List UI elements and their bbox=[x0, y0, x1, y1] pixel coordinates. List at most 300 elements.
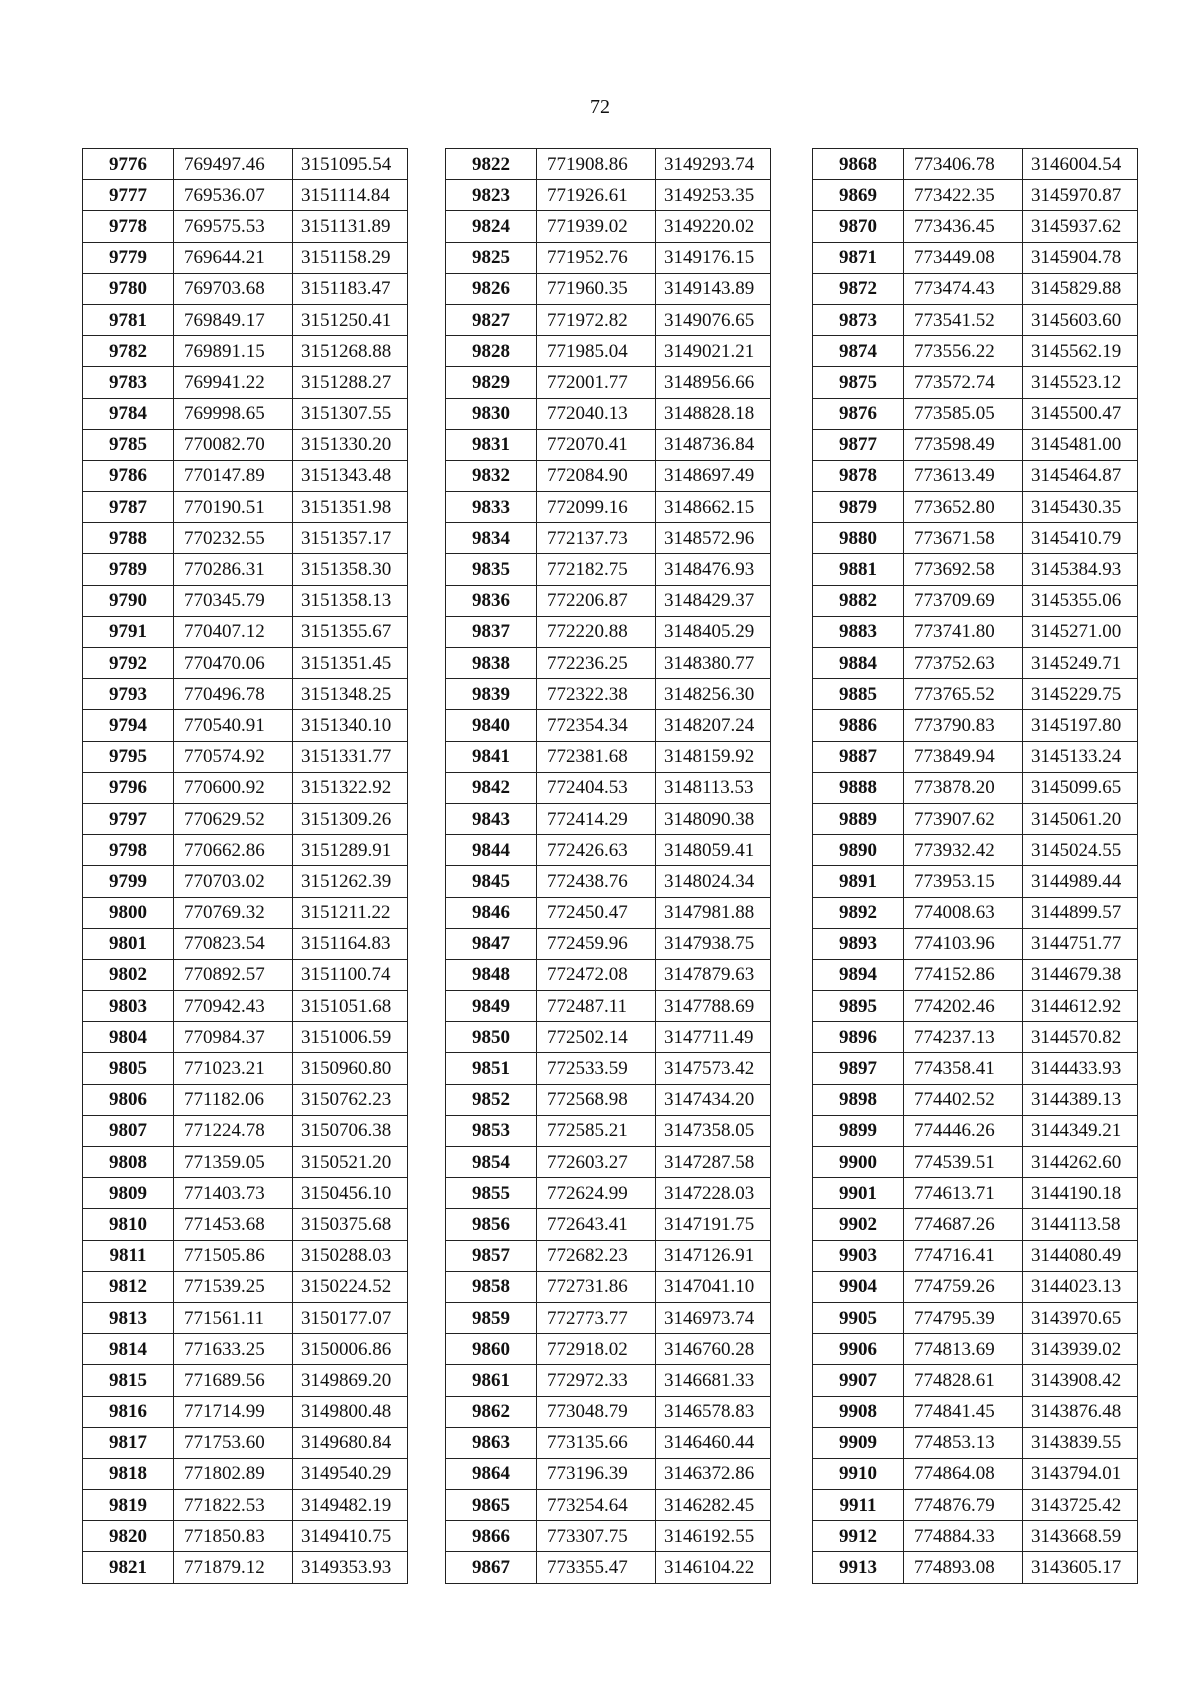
table-row bbox=[446, 897, 771, 928]
table-row bbox=[813, 1147, 1138, 1178]
x-coordinate-cell: 772381.68 bbox=[537, 741, 656, 772]
y-coordinate-cell: 3151331.77 bbox=[293, 741, 408, 772]
x-coordinate-cell: 774202.46 bbox=[904, 991, 1023, 1022]
x-coordinate-cell: 774795.39 bbox=[904, 1302, 1023, 1333]
x-coordinate-cell: 773449.08 bbox=[904, 242, 1023, 273]
point-id-cell: 9816 bbox=[83, 1396, 174, 1427]
table-row bbox=[83, 710, 408, 741]
point-id-cell: 9849 bbox=[446, 991, 537, 1022]
y-coordinate-cell: 3147879.63 bbox=[656, 959, 771, 990]
table-row bbox=[813, 149, 1138, 180]
y-coordinate-cell: 3147981.88 bbox=[656, 897, 771, 928]
table-row bbox=[813, 585, 1138, 616]
table-row bbox=[83, 991, 408, 1022]
x-coordinate-cell: 773572.74 bbox=[904, 367, 1023, 398]
table-row bbox=[83, 585, 408, 616]
table-row bbox=[813, 1053, 1138, 1084]
y-coordinate-cell: 3151358.13 bbox=[293, 585, 408, 616]
x-coordinate-cell: 772206.87 bbox=[537, 585, 656, 616]
point-id-cell: 9851 bbox=[446, 1053, 537, 1084]
table-row bbox=[446, 273, 771, 304]
table-row bbox=[83, 803, 408, 834]
x-coordinate-cell: 773790.83 bbox=[904, 710, 1023, 741]
y-coordinate-cell: 3144349.21 bbox=[1023, 1115, 1138, 1146]
x-coordinate-cell: 774813.69 bbox=[904, 1334, 1023, 1365]
y-coordinate-cell: 3151211.22 bbox=[293, 897, 408, 928]
x-coordinate-cell: 772414.29 bbox=[537, 803, 656, 834]
y-coordinate-cell: 3151322.92 bbox=[293, 772, 408, 803]
x-coordinate-cell: 773741.80 bbox=[904, 616, 1023, 647]
coordinate-table-3 bbox=[812, 148, 1138, 1584]
y-coordinate-cell: 3151309.26 bbox=[293, 803, 408, 834]
table-row bbox=[813, 1490, 1138, 1521]
table-row bbox=[446, 1240, 771, 1271]
point-id-cell: 9890 bbox=[813, 835, 904, 866]
y-coordinate-cell: 3150706.38 bbox=[293, 1115, 408, 1146]
x-coordinate-cell: 770984.37 bbox=[174, 1022, 293, 1053]
y-coordinate-cell: 3148956.66 bbox=[656, 367, 771, 398]
y-coordinate-cell: 3151351.98 bbox=[293, 492, 408, 523]
table-row bbox=[446, 304, 771, 335]
table-row bbox=[813, 803, 1138, 834]
x-coordinate-cell: 772624.99 bbox=[537, 1178, 656, 1209]
point-id-cell: 9784 bbox=[83, 398, 174, 429]
table-row bbox=[446, 866, 771, 897]
x-coordinate-cell: 774716.41 bbox=[904, 1240, 1023, 1271]
x-coordinate-cell: 770407.12 bbox=[174, 616, 293, 647]
point-id-cell: 9859 bbox=[446, 1302, 537, 1333]
point-id-cell: 9837 bbox=[446, 616, 537, 647]
y-coordinate-cell: 3149680.84 bbox=[293, 1427, 408, 1458]
y-coordinate-cell: 3149021.21 bbox=[656, 336, 771, 367]
y-coordinate-cell: 3148024.34 bbox=[656, 866, 771, 897]
point-id-cell: 9871 bbox=[813, 242, 904, 273]
x-coordinate-cell: 774853.13 bbox=[904, 1427, 1023, 1458]
point-id-cell: 9903 bbox=[813, 1240, 904, 1271]
x-coordinate-cell: 771453.68 bbox=[174, 1209, 293, 1240]
y-coordinate-cell: 3151095.54 bbox=[293, 149, 408, 180]
table-row bbox=[83, 1490, 408, 1521]
table-row bbox=[83, 1178, 408, 1209]
point-id-cell: 9883 bbox=[813, 616, 904, 647]
x-coordinate-cell: 772972.33 bbox=[537, 1365, 656, 1396]
x-coordinate-cell: 773585.05 bbox=[904, 398, 1023, 429]
x-coordinate-cell: 769644.21 bbox=[174, 242, 293, 273]
table-row bbox=[446, 741, 771, 772]
y-coordinate-cell: 3148476.93 bbox=[656, 554, 771, 585]
x-coordinate-cell: 770769.32 bbox=[174, 897, 293, 928]
table-row bbox=[813, 616, 1138, 647]
y-coordinate-cell: 3146973.74 bbox=[656, 1302, 771, 1333]
x-coordinate-cell: 773752.63 bbox=[904, 648, 1023, 679]
table-row bbox=[446, 523, 771, 554]
y-coordinate-cell: 3151006.59 bbox=[293, 1022, 408, 1053]
y-coordinate-cell: 3151051.68 bbox=[293, 991, 408, 1022]
y-coordinate-cell: 3145197.80 bbox=[1023, 710, 1138, 741]
y-coordinate-cell: 3147788.69 bbox=[656, 991, 771, 1022]
point-id-cell: 9847 bbox=[446, 928, 537, 959]
y-coordinate-cell: 3144570.82 bbox=[1023, 1022, 1138, 1053]
y-coordinate-cell: 3148256.30 bbox=[656, 679, 771, 710]
point-id-cell: 9828 bbox=[446, 336, 537, 367]
point-id-cell: 9796 bbox=[83, 772, 174, 803]
table-row bbox=[83, 1302, 408, 1333]
y-coordinate-cell: 3144751.77 bbox=[1023, 928, 1138, 959]
y-coordinate-cell: 3151357.17 bbox=[293, 523, 408, 554]
y-coordinate-cell: 3144389.13 bbox=[1023, 1084, 1138, 1115]
point-id-cell: 9785 bbox=[83, 429, 174, 460]
x-coordinate-cell: 771689.56 bbox=[174, 1365, 293, 1396]
y-coordinate-cell: 3151114.84 bbox=[293, 180, 408, 211]
point-id-cell: 9850 bbox=[446, 1022, 537, 1053]
table-row bbox=[83, 866, 408, 897]
point-id-cell: 9861 bbox=[446, 1365, 537, 1396]
point-id-cell: 9881 bbox=[813, 554, 904, 585]
point-id-cell: 9778 bbox=[83, 211, 174, 242]
table-row bbox=[446, 1521, 771, 1552]
point-id-cell: 9844 bbox=[446, 835, 537, 866]
y-coordinate-cell: 3149293.74 bbox=[656, 149, 771, 180]
y-coordinate-cell: 3145562.19 bbox=[1023, 336, 1138, 367]
x-coordinate-cell: 771224.78 bbox=[174, 1115, 293, 1146]
point-id-cell: 9815 bbox=[83, 1365, 174, 1396]
table-row bbox=[83, 429, 408, 460]
point-id-cell: 9780 bbox=[83, 273, 174, 304]
point-id-cell: 9874 bbox=[813, 336, 904, 367]
table-row bbox=[83, 398, 408, 429]
table-row bbox=[813, 304, 1138, 335]
x-coordinate-cell: 774876.79 bbox=[904, 1490, 1023, 1521]
table-row bbox=[83, 616, 408, 647]
y-coordinate-cell: 3143668.59 bbox=[1023, 1521, 1138, 1552]
point-id-cell: 9858 bbox=[446, 1271, 537, 1302]
y-coordinate-cell: 3147191.75 bbox=[656, 1209, 771, 1240]
point-id-cell: 9787 bbox=[83, 492, 174, 523]
table-row bbox=[446, 1365, 771, 1396]
x-coordinate-cell: 773422.35 bbox=[904, 180, 1023, 211]
point-id-cell: 9779 bbox=[83, 242, 174, 273]
x-coordinate-cell: 773709.69 bbox=[904, 585, 1023, 616]
x-coordinate-cell: 774864.08 bbox=[904, 1458, 1023, 1489]
y-coordinate-cell: 3145355.06 bbox=[1023, 585, 1138, 616]
table-row bbox=[446, 835, 771, 866]
y-coordinate-cell: 3151100.74 bbox=[293, 959, 408, 990]
y-coordinate-cell: 3148207.24 bbox=[656, 710, 771, 741]
table-row bbox=[83, 1396, 408, 1427]
x-coordinate-cell: 772568.98 bbox=[537, 1084, 656, 1115]
table-row bbox=[813, 180, 1138, 211]
table-row bbox=[83, 1115, 408, 1146]
y-coordinate-cell: 3150456.10 bbox=[293, 1178, 408, 1209]
y-coordinate-cell: 3145937.62 bbox=[1023, 211, 1138, 242]
table-row bbox=[813, 1396, 1138, 1427]
y-coordinate-cell: 3148090.38 bbox=[656, 803, 771, 834]
x-coordinate-cell: 773849.94 bbox=[904, 741, 1023, 772]
point-id-cell: 9876 bbox=[813, 398, 904, 429]
y-coordinate-cell: 3145229.75 bbox=[1023, 679, 1138, 710]
table-row bbox=[83, 1458, 408, 1489]
table-row bbox=[83, 648, 408, 679]
y-coordinate-cell: 3151330.20 bbox=[293, 429, 408, 460]
table-row bbox=[83, 460, 408, 491]
y-coordinate-cell: 3151348.25 bbox=[293, 679, 408, 710]
table-row bbox=[446, 1334, 771, 1365]
table-row bbox=[813, 741, 1138, 772]
y-coordinate-cell: 3150224.52 bbox=[293, 1271, 408, 1302]
y-coordinate-cell: 3145271.00 bbox=[1023, 616, 1138, 647]
x-coordinate-cell: 774759.26 bbox=[904, 1271, 1023, 1302]
y-coordinate-cell: 3150375.68 bbox=[293, 1209, 408, 1240]
table-row bbox=[446, 1396, 771, 1427]
x-coordinate-cell: 770496.78 bbox=[174, 679, 293, 710]
y-coordinate-cell: 3144899.57 bbox=[1023, 897, 1138, 928]
x-coordinate-cell: 771714.99 bbox=[174, 1396, 293, 1427]
point-id-cell: 9877 bbox=[813, 429, 904, 460]
x-coordinate-cell: 773556.22 bbox=[904, 336, 1023, 367]
point-id-cell: 9786 bbox=[83, 460, 174, 491]
table-row bbox=[446, 991, 771, 1022]
table-row bbox=[83, 1427, 408, 1458]
table-row bbox=[446, 1178, 771, 1209]
y-coordinate-cell: 3147126.91 bbox=[656, 1240, 771, 1271]
table-row bbox=[813, 679, 1138, 710]
x-coordinate-cell: 772001.77 bbox=[537, 367, 656, 398]
x-coordinate-cell: 772137.73 bbox=[537, 523, 656, 554]
x-coordinate-cell: 772533.59 bbox=[537, 1053, 656, 1084]
point-id-cell: 9892 bbox=[813, 897, 904, 928]
table-row bbox=[83, 1365, 408, 1396]
table-row bbox=[83, 1053, 408, 1084]
y-coordinate-cell: 3143876.48 bbox=[1023, 1396, 1138, 1427]
x-coordinate-cell: 772918.02 bbox=[537, 1334, 656, 1365]
table-row bbox=[446, 398, 771, 429]
y-coordinate-cell: 3151131.89 bbox=[293, 211, 408, 242]
y-coordinate-cell: 3147573.42 bbox=[656, 1053, 771, 1084]
table-row bbox=[83, 211, 408, 242]
y-coordinate-cell: 3149482.19 bbox=[293, 1490, 408, 1521]
y-coordinate-cell: 3145829.88 bbox=[1023, 273, 1138, 304]
point-id-cell: 9866 bbox=[446, 1521, 537, 1552]
x-coordinate-cell: 774103.96 bbox=[904, 928, 1023, 959]
table-row bbox=[446, 242, 771, 273]
y-coordinate-cell: 3151288.27 bbox=[293, 367, 408, 398]
table-row bbox=[83, 180, 408, 211]
table-row bbox=[813, 429, 1138, 460]
y-coordinate-cell: 3147358.05 bbox=[656, 1115, 771, 1146]
x-coordinate-cell: 770286.31 bbox=[174, 554, 293, 585]
table-row bbox=[446, 1271, 771, 1302]
table-row bbox=[83, 367, 408, 398]
y-coordinate-cell: 3144080.49 bbox=[1023, 1240, 1138, 1271]
point-id-cell: 9893 bbox=[813, 928, 904, 959]
point-id-cell: 9897 bbox=[813, 1053, 904, 1084]
y-coordinate-cell: 3150960.80 bbox=[293, 1053, 408, 1084]
coordinate-table-1 bbox=[82, 148, 408, 1584]
x-coordinate-cell: 774358.41 bbox=[904, 1053, 1023, 1084]
x-coordinate-cell: 772472.08 bbox=[537, 959, 656, 990]
y-coordinate-cell: 3149540.29 bbox=[293, 1458, 408, 1489]
y-coordinate-cell: 3145133.24 bbox=[1023, 741, 1138, 772]
x-coordinate-cell: 772084.90 bbox=[537, 460, 656, 491]
table-row bbox=[813, 991, 1138, 1022]
point-id-cell: 9912 bbox=[813, 1521, 904, 1552]
table-row bbox=[813, 1084, 1138, 1115]
table-row bbox=[813, 1022, 1138, 1053]
x-coordinate-cell: 772731.86 bbox=[537, 1271, 656, 1302]
point-id-cell: 9910 bbox=[813, 1458, 904, 1489]
y-coordinate-cell: 3148572.96 bbox=[656, 523, 771, 554]
point-id-cell: 9901 bbox=[813, 1178, 904, 1209]
x-coordinate-cell: 771850.83 bbox=[174, 1521, 293, 1552]
y-coordinate-cell: 3151340.10 bbox=[293, 710, 408, 741]
x-coordinate-cell: 770662.86 bbox=[174, 835, 293, 866]
x-coordinate-cell: 772236.25 bbox=[537, 648, 656, 679]
x-coordinate-cell: 772322.38 bbox=[537, 679, 656, 710]
y-coordinate-cell: 3144262.60 bbox=[1023, 1147, 1138, 1178]
y-coordinate-cell: 3147434.20 bbox=[656, 1084, 771, 1115]
x-coordinate-cell: 774152.86 bbox=[904, 959, 1023, 990]
point-id-cell: 9800 bbox=[83, 897, 174, 928]
table-row bbox=[446, 616, 771, 647]
table-row bbox=[446, 1458, 771, 1489]
table-row bbox=[813, 211, 1138, 242]
y-coordinate-cell: 3151289.91 bbox=[293, 835, 408, 866]
y-coordinate-cell: 3145970.87 bbox=[1023, 180, 1138, 211]
point-id-cell: 9860 bbox=[446, 1334, 537, 1365]
table-row bbox=[446, 429, 771, 460]
y-coordinate-cell: 3144679.38 bbox=[1023, 959, 1138, 990]
y-coordinate-cell: 3148736.84 bbox=[656, 429, 771, 460]
x-coordinate-cell: 773436.45 bbox=[904, 211, 1023, 242]
x-coordinate-cell: 773932.42 bbox=[904, 835, 1023, 866]
point-id-cell: 9801 bbox=[83, 928, 174, 959]
point-id-cell: 9868 bbox=[813, 149, 904, 180]
table-row bbox=[446, 710, 771, 741]
table-row bbox=[83, 1084, 408, 1115]
point-id-cell: 9884 bbox=[813, 648, 904, 679]
y-coordinate-cell: 3151268.88 bbox=[293, 336, 408, 367]
y-coordinate-cell: 3148405.29 bbox=[656, 616, 771, 647]
y-coordinate-cell: 3145500.47 bbox=[1023, 398, 1138, 429]
x-coordinate-cell: 774841.45 bbox=[904, 1396, 1023, 1427]
point-id-cell: 9862 bbox=[446, 1396, 537, 1427]
x-coordinate-cell: 772070.41 bbox=[537, 429, 656, 460]
point-id-cell: 9826 bbox=[446, 273, 537, 304]
point-id-cell: 9812 bbox=[83, 1271, 174, 1302]
point-id-cell: 9846 bbox=[446, 897, 537, 928]
y-coordinate-cell: 3145904.78 bbox=[1023, 242, 1138, 273]
table-row bbox=[446, 1427, 771, 1458]
table-row bbox=[83, 1521, 408, 1552]
y-coordinate-cell: 3148059.41 bbox=[656, 835, 771, 866]
y-coordinate-cell: 3150177.07 bbox=[293, 1302, 408, 1333]
point-id-cell: 9827 bbox=[446, 304, 537, 335]
point-id-cell: 9840 bbox=[446, 710, 537, 741]
y-coordinate-cell: 3151355.67 bbox=[293, 616, 408, 647]
table-row bbox=[813, 1178, 1138, 1209]
point-id-cell: 9880 bbox=[813, 523, 904, 554]
y-coordinate-cell: 3143970.65 bbox=[1023, 1302, 1138, 1333]
point-id-cell: 9845 bbox=[446, 866, 537, 897]
point-id-cell: 9885 bbox=[813, 679, 904, 710]
point-id-cell: 9793 bbox=[83, 679, 174, 710]
table-row bbox=[83, 304, 408, 335]
x-coordinate-cell: 772487.11 bbox=[537, 991, 656, 1022]
y-coordinate-cell: 3143794.01 bbox=[1023, 1458, 1138, 1489]
table-row bbox=[813, 897, 1138, 928]
x-coordinate-cell: 772220.88 bbox=[537, 616, 656, 647]
x-coordinate-cell: 772585.21 bbox=[537, 1115, 656, 1146]
table-row bbox=[446, 1115, 771, 1146]
point-id-cell: 9888 bbox=[813, 772, 904, 803]
table-row bbox=[446, 554, 771, 585]
point-id-cell: 9836 bbox=[446, 585, 537, 616]
point-id-cell: 9907 bbox=[813, 1365, 904, 1396]
y-coordinate-cell: 3149253.35 bbox=[656, 180, 771, 211]
y-coordinate-cell: 3145603.60 bbox=[1023, 304, 1138, 335]
table-row bbox=[83, 1022, 408, 1053]
x-coordinate-cell: 770190.51 bbox=[174, 492, 293, 523]
x-coordinate-cell: 772438.76 bbox=[537, 866, 656, 897]
y-coordinate-cell: 3144612.92 bbox=[1023, 991, 1138, 1022]
table-row bbox=[813, 523, 1138, 554]
point-id-cell: 9872 bbox=[813, 273, 904, 304]
point-id-cell: 9906 bbox=[813, 1334, 904, 1365]
table-row bbox=[446, 180, 771, 211]
x-coordinate-cell: 770703.02 bbox=[174, 866, 293, 897]
x-coordinate-cell: 771822.53 bbox=[174, 1490, 293, 1521]
x-coordinate-cell: 772450.47 bbox=[537, 897, 656, 928]
y-coordinate-cell: 3143839.55 bbox=[1023, 1427, 1138, 1458]
table-row bbox=[446, 648, 771, 679]
x-coordinate-cell: 773048.79 bbox=[537, 1396, 656, 1427]
x-coordinate-cell: 772643.41 bbox=[537, 1209, 656, 1240]
y-coordinate-cell: 3149220.02 bbox=[656, 211, 771, 242]
x-coordinate-cell: 771539.25 bbox=[174, 1271, 293, 1302]
y-coordinate-cell: 3144113.58 bbox=[1023, 1209, 1138, 1240]
x-coordinate-cell: 773541.52 bbox=[904, 304, 1023, 335]
point-id-cell: 9875 bbox=[813, 367, 904, 398]
table-row bbox=[813, 1209, 1138, 1240]
point-id-cell: 9854 bbox=[446, 1147, 537, 1178]
x-coordinate-cell: 773907.62 bbox=[904, 803, 1023, 834]
point-id-cell: 9803 bbox=[83, 991, 174, 1022]
table-row bbox=[813, 648, 1138, 679]
x-coordinate-cell: 772459.96 bbox=[537, 928, 656, 959]
point-id-cell: 9857 bbox=[446, 1240, 537, 1271]
point-id-cell: 9807 bbox=[83, 1115, 174, 1146]
y-coordinate-cell: 3146004.54 bbox=[1023, 149, 1138, 180]
y-coordinate-cell: 3150762.23 bbox=[293, 1084, 408, 1115]
table-row bbox=[813, 772, 1138, 803]
point-id-cell: 9808 bbox=[83, 1147, 174, 1178]
y-coordinate-cell: 3145410.79 bbox=[1023, 523, 1138, 554]
table-row bbox=[83, 523, 408, 554]
point-id-cell: 9825 bbox=[446, 242, 537, 273]
point-id-cell: 9864 bbox=[446, 1458, 537, 1489]
point-id-cell: 9795 bbox=[83, 741, 174, 772]
x-coordinate-cell: 771023.21 bbox=[174, 1053, 293, 1084]
x-coordinate-cell: 771359.05 bbox=[174, 1147, 293, 1178]
x-coordinate-cell: 772502.14 bbox=[537, 1022, 656, 1053]
y-coordinate-cell: 3144190.18 bbox=[1023, 1178, 1138, 1209]
table-row bbox=[446, 585, 771, 616]
x-coordinate-cell: 769891.15 bbox=[174, 336, 293, 367]
y-coordinate-cell: 3151307.55 bbox=[293, 398, 408, 429]
x-coordinate-cell: 772354.34 bbox=[537, 710, 656, 741]
x-coordinate-cell: 773652.80 bbox=[904, 492, 1023, 523]
table-row bbox=[83, 1240, 408, 1271]
